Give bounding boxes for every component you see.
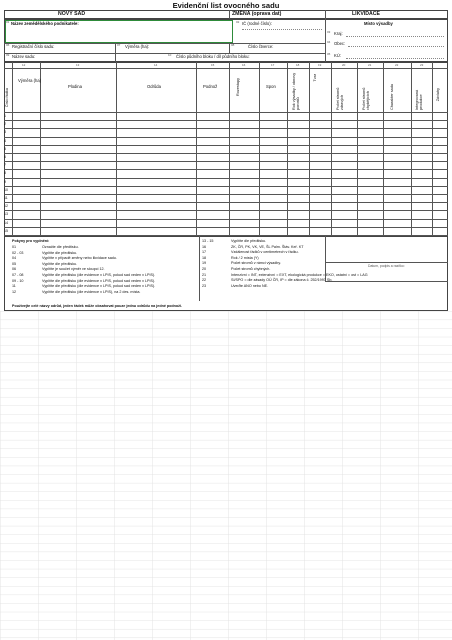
col-planting-year: Rok výsadby / obnovy porostů [292, 72, 301, 110]
instruction-code: 09 - 10 [12, 278, 24, 283]
ic-label: IČ (rodné číslo): [242, 21, 272, 26]
table-row-divider [4, 145, 448, 146]
table-row-divider [4, 219, 448, 220]
table-row-divider [4, 137, 448, 138]
instruction-code: 12 [12, 289, 17, 294]
instruction-text: Vyplňte dle předtisku. [231, 239, 267, 243]
instruction-text: Intenzivní = INT, extenzivní = EXT, ekologická produkce = EKO, ostatní = ost = LAG [231, 272, 368, 277]
instruction-code: 21 [202, 272, 207, 277]
section-change-label: ZMĚNA (oprava dat) [232, 11, 282, 17]
instruction-code: 13 - 15 [202, 239, 214, 243]
business-name-label: Název zemědělského podnikatele: [11, 21, 79, 26]
col-count-healthy: Počet stromů zdravých [336, 87, 345, 110]
table-row-number: 3 [4, 130, 6, 135]
col-species: Plodina [68, 84, 82, 89]
instruction-text: Vyplňte dle předtisku. [42, 261, 78, 266]
table-row-divider [4, 153, 448, 154]
form-title: Evidenční list ovocného sadu [172, 1, 280, 10]
table-row-divider [4, 169, 448, 170]
instruction-text: Uveďte ANO nebo NE. [231, 283, 269, 288]
col-spon: Spon [266, 84, 276, 89]
table-row-number: 12 [4, 204, 8, 209]
instruction-code: 05 [12, 261, 17, 266]
instructions-heading: Pokyny pro vyplnění: [12, 239, 50, 243]
table-row-divider [4, 194, 448, 195]
instruction-code: 17 [202, 250, 207, 255]
col-variety: Odrůda [147, 84, 161, 89]
signature-label: Datum, podpis a razítko: [368, 264, 405, 268]
instruction-code: 04 [12, 256, 17, 261]
instruction-text: Počet stromů v rámci výsadby. [231, 261, 281, 266]
table-row-number: 11 [4, 196, 8, 200]
instruction-text: ZK, ČR, PK, VK, VE, ŠL Palm. Štáv. Keř. KT [231, 244, 304, 249]
table-row-divider [4, 186, 448, 187]
table-row-divider [4, 210, 448, 211]
table-row-divider [4, 128, 448, 129]
col-area: Výměra (ha) [18, 78, 42, 83]
table-row-number: 13 [4, 212, 8, 217]
instruction-code: 06 [12, 267, 17, 272]
empty-sheet-grid [0, 311, 452, 640]
table-row-number: 1 [4, 114, 6, 118]
instruction-text: Vyplňte dle předtisku (dle evidence v LPIS, pokud sad veden v LPIS). [42, 273, 156, 277]
instruction-code: 19 [202, 261, 207, 266]
table-row-number: 14 [4, 220, 8, 225]
instruction-text: Vyplňte je součet výměr ve sloupci 12. [42, 267, 105, 272]
instruction-text: Vyplňte dle předtisku (dle evidence v LPIS, pokud sad veden v LPIS). [42, 284, 156, 289]
section-liquidation-label: LIKVIDACE [352, 11, 380, 17]
instruction-text: Vzdálenost řádků v centimetrech v řádku. [231, 250, 299, 255]
instruction-text: SI/SPO = dle zásady OÚ ČR, IP = dle zákona č. 252/1997 Sb. [231, 278, 333, 283]
table-row-number: 9 [4, 179, 6, 184]
instruction-code: 20 [202, 267, 207, 271]
instruction-text: Vyplňte dle předtisku. [42, 250, 78, 255]
table-row-number: 6 [4, 155, 6, 159]
instruction-code: 23 [202, 283, 207, 288]
instruction-code: 02 - 03 [12, 250, 24, 255]
col-spacing: Rozestupy [236, 78, 240, 96]
instruction-code: 01 [12, 245, 17, 249]
col-rootstock: Podnož [203, 84, 218, 89]
orchard-name-label: Název sadu: [12, 54, 36, 59]
block-number-label: Číslo půdního bloku / díl půdního bloku: [176, 54, 250, 59]
instruction-text: Vyplňte dle předtisku (dle evidence v LPIS), na 2 des. místa. [42, 289, 141, 294]
table-row-divider [4, 227, 448, 228]
table-row-number: 8 [4, 171, 6, 176]
table-row-divider [4, 178, 448, 179]
table-row-number: 7 [4, 163, 6, 168]
region-label: Kraj: [334, 31, 343, 36]
footer-note: Používejte celé názvy odrůd, jeden řádek může obsahovat pouze jednu odrůdu na jedné podnoži. [12, 304, 183, 308]
document-page: Evidenční list ovocného sadu NOVÝ SAD ZMĚNA (oprava dat) LIKVIDACE 01 Název zemědělského podnikatele: 02 IČ (rodné číslo): Místo výsadby 03 Kraj: 04 Obec: 05 KÚ: 06 Registrační číslo sadu: 07 Výměra (ha): 08 Číslo čtverce: 09 Název sadu: 10 Číslo půdního bloku / díl půdního bloku: 12 13 14 15 16 17 18 19 20 21 22 23 Číslo řádku Výměra (ha) Plodina Odrůda Podnož Rozestupy Spon Rok výsadby / obnovy porostů Tvar Počet stromů zdravých Počet stromů chybějících Charakter sadu Integrovaná produkce Závlahy 1 2 3 4 5 6 7 8 9 10 11 12 13 14 15 Datum, podpis a razítko: Pokyny pro vyplnění: 01 Označte dle předtisku. 02 - 03 Vyplňte dle předtisku. 04 Vyplňte v případě změny nebo likvidace sadu. 05 Vyplňte dle předtisku. 06 Vyplňte je součet výměr ve sloupci 12. 07 - 08 Vyplňte dle předtisku (dle evidence v LPIS, pokud sad veden v LPIS). 09 - 10 Vyplňte dle předtisku (dle evidence v LPIS, pokud sad veden v LPIS). 11 Vyplňte dle předtisku (dle evidence v LPIS, pokud sad veden v LPIS). 12 Vyplňte dle předtisku (dle evidence v LPIS), na 2 des. místa. 13 - 15 Vyplňte dle předtisku. 16 ZK, ČR, PK, VK, VE, ŠL Palm. Štáv. Keř. KT 17 Vzdálenost řádků v centimetrech v řádku. 18 Rok / 2 místa (Y) 19 Počet stromů v rámci výsadby. 20 Počet stromů chybných. 21 Intenzivní = INT, extenzivní = EXT, ekologická produkce = EKO, ostatní = ost = LAG 22 SI/SPO = dle zásady OÚ ČR, IP = dle zákona č. 252/1997 Sb. 23 Uveďte ANO nebo NE. Používejte celé názvy odrůd, jeden řádek může obsahovat pouze jednu odrůdu na jedné podnoži. [0, 0, 452, 640]
instruction-code: 18 [202, 255, 207, 260]
table-row-number: 4 [4, 138, 6, 143]
table-row-number: 10 [4, 187, 8, 192]
table-row-number: 15 [4, 228, 8, 233]
col-row-number: Číslo řádku [5, 88, 9, 108]
instruction-text: Počet stromů chybných. [231, 267, 271, 271]
col-integrated: Integrovaná produkce [415, 89, 424, 110]
table-row-number: 5 [4, 146, 6, 151]
instruction-code: 22 [202, 278, 207, 283]
instruction-text: Označte dle předtisku. [42, 245, 79, 249]
location-label: Místo výsadby [364, 21, 393, 26]
instruction-text: Vyplňte dle předtisku (dle evidence v LPIS, pokud sad veden v LPIS). [42, 278, 156, 283]
municipality-label: Obec: [334, 41, 346, 46]
col-count-missing: Počet stromů chybějících [362, 87, 371, 110]
table-row-divider [4, 202, 448, 203]
col-form: Tvar [313, 74, 317, 82]
col-character: Charakter sadu [390, 84, 394, 110]
area-label: Výměra (ha): [125, 44, 150, 49]
instruction-text: Vyplňte v případě změny nebo likvidace sadu. [42, 256, 117, 261]
instruction-code: 07 - 08 [12, 273, 24, 277]
instruction-code: 11 [12, 284, 16, 289]
section-new-label: NOVÝ SAD [58, 11, 86, 17]
table-row-divider [4, 161, 448, 162]
registration-number-label: Registrační číslo sadu: [12, 44, 55, 49]
instruction-text: Rok / 2 místa (Y) [231, 255, 259, 260]
col-notes: Závlahy [436, 88, 440, 102]
table-row-divider [4, 120, 448, 121]
table-row-number: 2 [4, 122, 6, 127]
instruction-code: 16 [202, 244, 207, 249]
quarter-number-label: Číslo čtverce: [248, 44, 274, 49]
ku-label: KÚ: [334, 53, 341, 58]
